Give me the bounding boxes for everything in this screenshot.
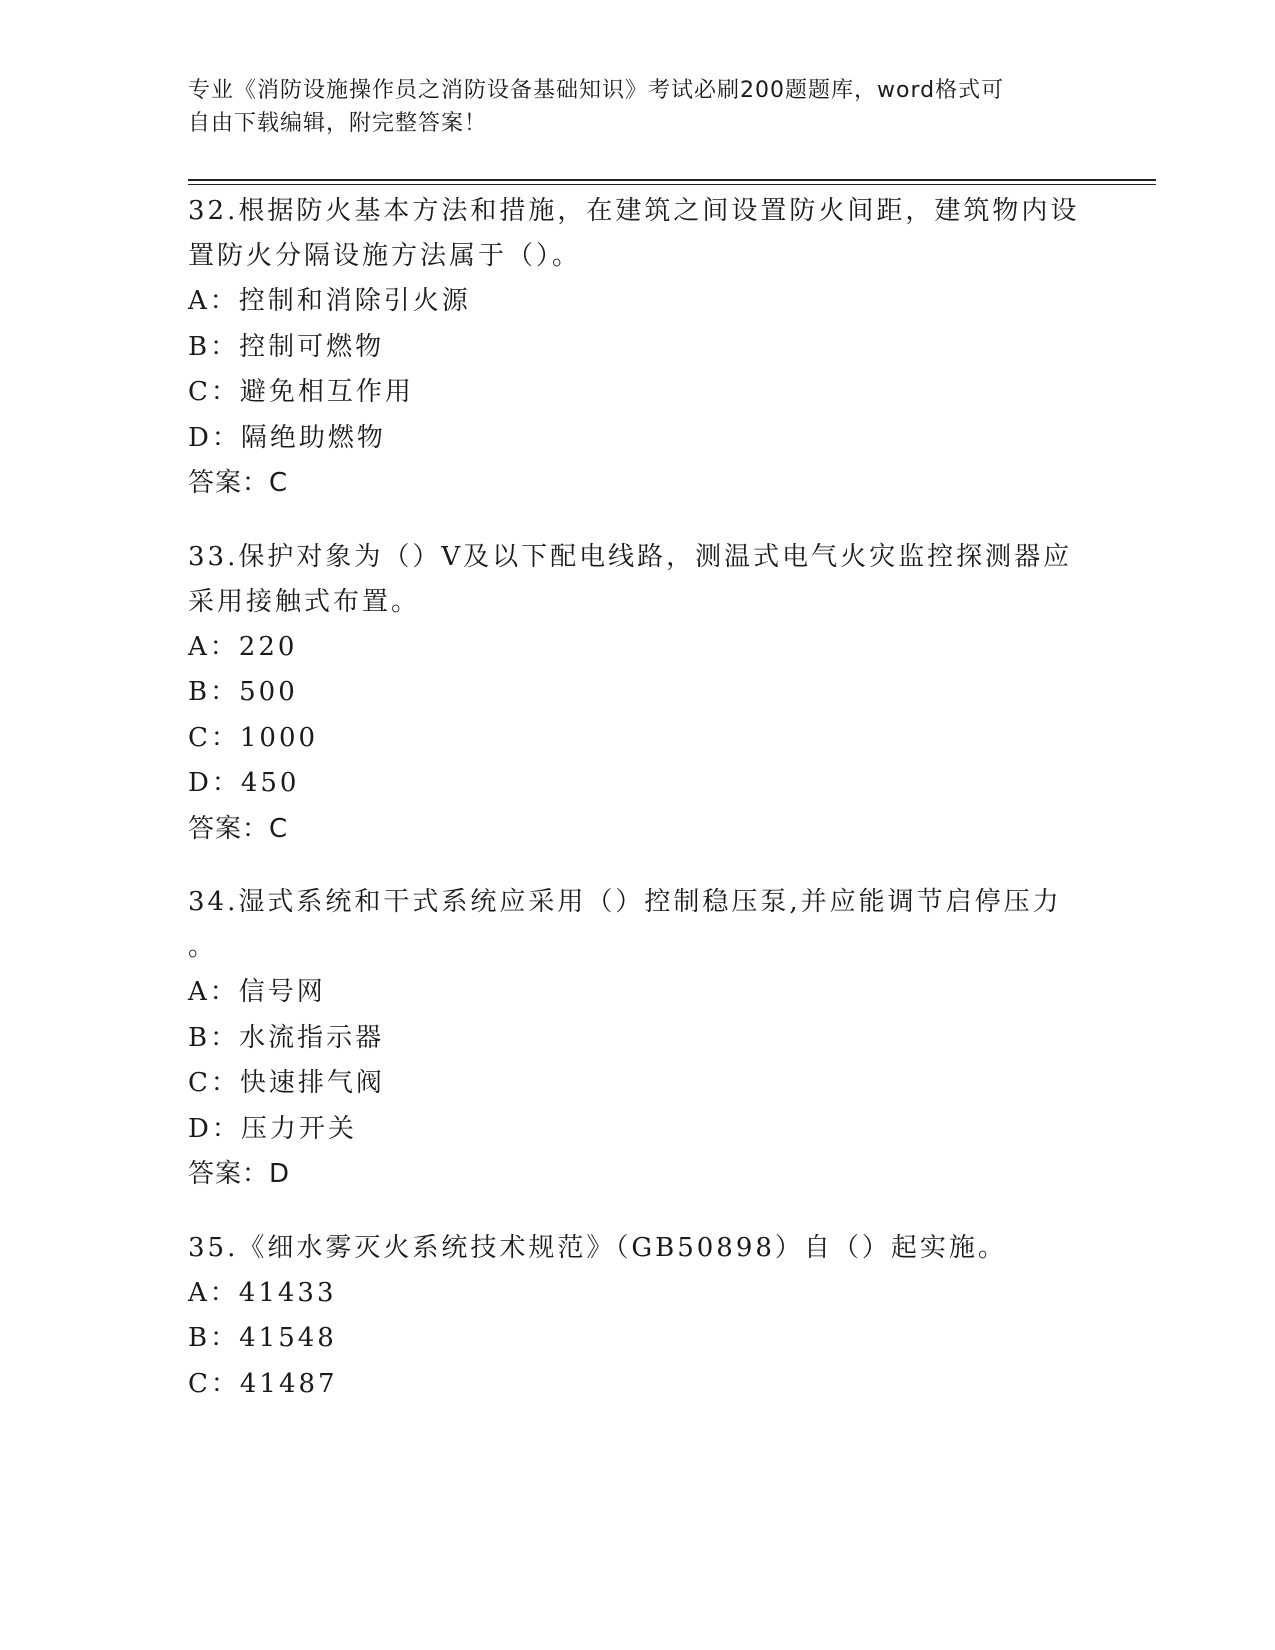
question-35 (188, 1226, 1088, 1408)
option-c: C：快速排气阀 (188, 1068, 385, 1098)
option-a: A：220 (188, 631, 298, 662)
option-a: A：41433 (188, 1277, 337, 1308)
answer-line: 答案：C (188, 468, 289, 498)
answer-line: 答案：C (188, 813, 289, 844)
option-c: C：1000 (188, 722, 319, 753)
option-b: B：控制可燃物 (188, 331, 385, 362)
option-c: C：41487 (188, 1368, 338, 1399)
option-b: B：500 (188, 677, 298, 707)
header-line-2: 自由下载编辑，附完整答案！ (188, 111, 488, 136)
question-stem-line-2: 置防火分隔设施方法属于（）。 (188, 241, 582, 271)
option-b: B：水流指示器 (188, 1022, 385, 1053)
option-d: D：450 (188, 768, 300, 798)
question-list (188, 189, 1088, 1435)
option-d: D：压力开关 (188, 1113, 357, 1144)
question-34 (188, 880, 1088, 1198)
question-stem-line-2: 采用接触式布置。 (188, 586, 421, 617)
question-stem-line-1: 32.根据防火基本方法和措施，在建筑之间设置防火间距，建筑物内设 (188, 196, 1080, 226)
question-stem-line-1: 34.湿式系统和干式系统应采用（）控制稳压泵,并应能调节启停压力 (188, 887, 1062, 917)
header-line-1: 专业《消防设施操作员之消防设备基础知识》考试必刷200题题库，word格式可 (188, 78, 1005, 103)
option-a: A：信号网 (188, 977, 326, 1007)
option-b: B：41548 (188, 1323, 337, 1353)
question-stem-line-1: 33.保护对象为（）V及以下配电线路，测温式电气火灾监控探测器应 (188, 541, 1073, 572)
question-33 (188, 535, 1088, 853)
answer-line: 答案：D (188, 1159, 291, 1189)
document-header (188, 74, 1068, 140)
header-divider-thick (188, 179, 1156, 181)
question-32 (188, 189, 1088, 507)
option-d: D：隔绝助燃物 (188, 422, 386, 453)
question-stem-line-1: 35.《细水雾灭火系统技术规范》（GB50898）自（）起实施。 (188, 1232, 1007, 1263)
option-a: A：控制和消除引火源 (188, 286, 471, 316)
header-divider-thin (188, 184, 1156, 185)
option-c: C：避免相互作用 (188, 377, 414, 407)
question-stem-line-2: 。 (188, 932, 218, 962)
